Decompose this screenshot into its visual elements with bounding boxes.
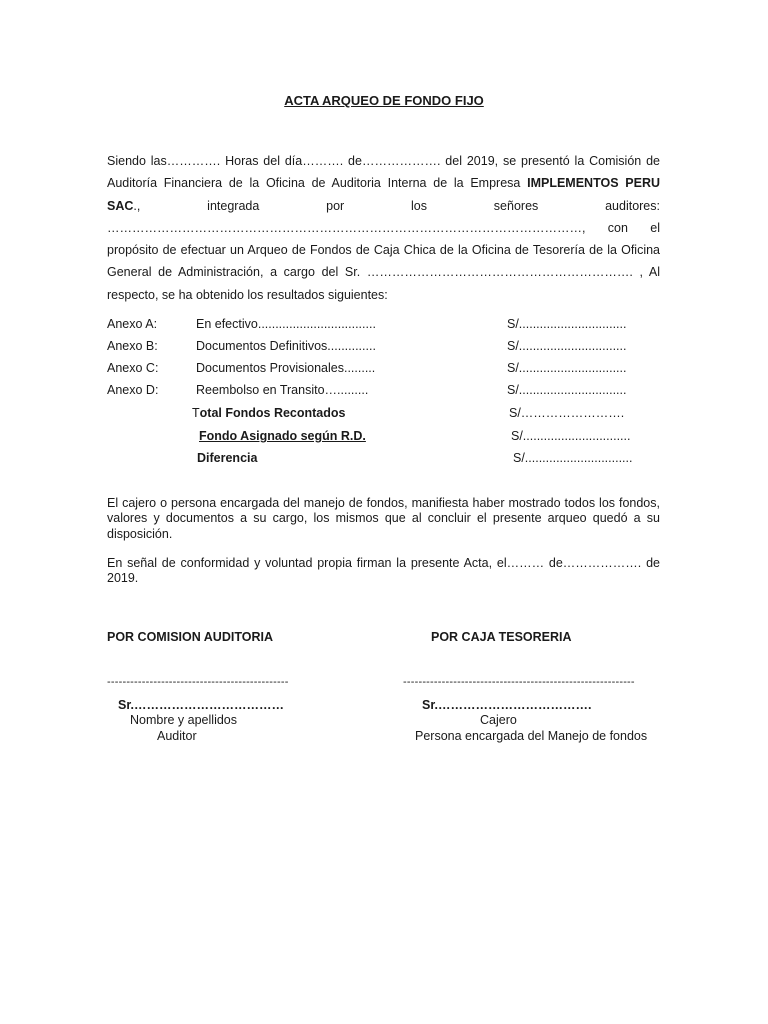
signature-line-treasury: ------------------------------------------------------------ bbox=[403, 676, 635, 688]
annex-d-label: Anexo D: bbox=[107, 383, 159, 397]
total-recounted-amount: S/……………………. bbox=[509, 406, 625, 420]
intro-line: General de Administración, a cargo del Sr. ………………………………………………………. , Al bbox=[107, 265, 660, 280]
treasury-name-caption: Cajero bbox=[480, 713, 517, 727]
intro-line: Auditoría Financiera de la Oficina de Auditoria Interna de la Empresa IMPLEMENTOS PERU bbox=[107, 176, 660, 191]
assigned-fund-amount: S/............................... bbox=[511, 429, 631, 443]
intro-line: respecto, se ha obtenido los resultados siguientes: bbox=[107, 287, 388, 302]
difference-amount: S/............................... bbox=[513, 451, 633, 465]
assigned-fund-label: Fondo Asignado según R.D. bbox=[199, 429, 366, 443]
intro-paragraph bbox=[107, 150, 660, 306]
intro-line: propósito de efectuar un Arqueo de Fondos de Caja Chica de la Oficina de Tesorería de la Oficina bbox=[107, 243, 660, 258]
annex-a-label: Anexo A: bbox=[107, 317, 158, 331]
company-name-part2: SAC bbox=[107, 198, 134, 213]
audit-role-caption: Auditor bbox=[157, 729, 197, 743]
signature-name-audit: Sr.……………………………… bbox=[118, 698, 284, 712]
signature-name-treasury: Sr.………………………………. bbox=[422, 698, 592, 712]
annex-d-desc: Reembolso en Transito…......... bbox=[196, 383, 369, 397]
signature-heading-treasury: POR CAJA TESORERIA bbox=[431, 630, 572, 644]
annex-a-desc: En efectivo.................................. bbox=[196, 317, 376, 331]
difference-label: Diferencia bbox=[197, 451, 258, 465]
annex-c-amount: S/............................... bbox=[507, 361, 627, 375]
cashier-statement: El cajero o persona encargada del manejo de fondos, manifiesta haber mostrado todos los fondos, valores y documentos a su cargo, los mismos que al concluir el presente arqueo quedó a su disposición. bbox=[107, 496, 660, 541]
audit-name-caption: Nombre y apellidos bbox=[130, 713, 237, 727]
annex-c-desc: Documentos Provisionales......... bbox=[196, 361, 376, 375]
annex-a-amount: S/............................... bbox=[507, 317, 627, 331]
annex-b-amount: S/............................... bbox=[507, 339, 627, 353]
company-name-part1: IMPLEMENTOS PERU bbox=[527, 176, 660, 191]
signature-heading-audit: POR COMISION AUDITORIA bbox=[107, 630, 273, 644]
document-title: ACTA ARQUEO DE FONDO FIJO bbox=[284, 93, 484, 108]
annex-b-desc: Documentos Definitivos.............. bbox=[196, 339, 376, 353]
signature-line-audit: ----------------------------------------------- bbox=[107, 676, 289, 688]
conformity-statement: En señal de conformidad y voluntad propia firman la presente Acta, el……… de………………. de 2019. bbox=[107, 556, 660, 586]
treasury-role-caption: Persona encargada del Manejo de fondos bbox=[415, 729, 648, 743]
intro-line: ……………………………………………………………………………………………………, con el bbox=[107, 220, 660, 235]
intro-line: Siendo las…………. Horas del día………. de………………. del 2019, se presentó la Comisión de bbox=[107, 154, 660, 168]
annex-d-amount: S/............................... bbox=[507, 383, 627, 397]
annex-c-label: Anexo C: bbox=[107, 361, 159, 375]
intro-line: SAC., integrada por los señores auditores: bbox=[107, 198, 660, 213]
total-recounted-label: Total Fondos Recontados bbox=[192, 406, 346, 420]
annex-b-label: Anexo B: bbox=[107, 339, 158, 353]
